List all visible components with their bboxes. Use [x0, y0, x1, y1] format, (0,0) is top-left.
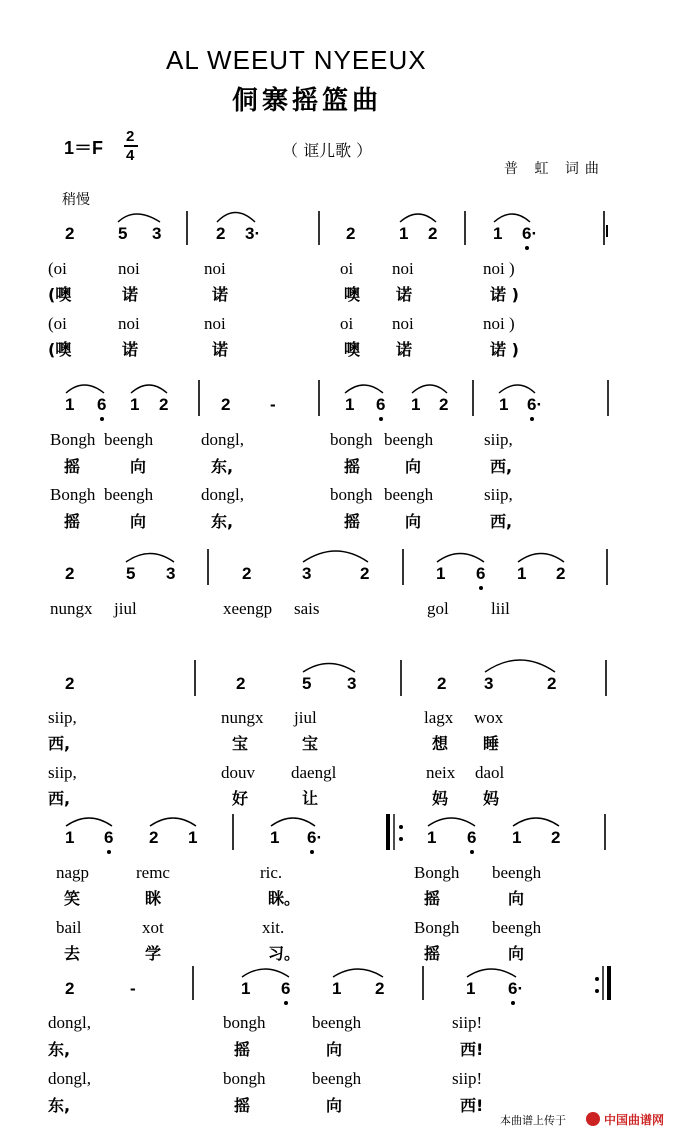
- lyric: 妈: [432, 789, 449, 808]
- lyric: noi: [204, 314, 226, 333]
- note: 3: [166, 564, 176, 583]
- site-logo-text: 中国曲谱网: [604, 1113, 665, 1127]
- lyric: daengl: [291, 763, 337, 782]
- lyric: sais: [294, 599, 320, 618]
- lyric: neix: [426, 763, 456, 782]
- lyric: 噢: [344, 340, 361, 359]
- lyric: dongl,: [48, 1069, 91, 1088]
- note: 6: [467, 828, 477, 847]
- lyric: 向: [405, 457, 422, 476]
- lyric: bongh: [330, 430, 373, 449]
- note: 6: [281, 979, 291, 998]
- note: 2: [216, 224, 226, 243]
- lyric: 想: [432, 734, 449, 753]
- lyric: noi: [392, 259, 414, 278]
- slur: [118, 214, 160, 222]
- repeat-dot: [399, 825, 403, 829]
- note: 2: [65, 674, 75, 693]
- lyric: 摇: [344, 512, 361, 531]
- lyric: (oi: [48, 259, 67, 278]
- note: 1: [188, 828, 198, 847]
- note: 2: [556, 564, 566, 583]
- lyric: dongl,: [48, 1013, 91, 1032]
- slur: [345, 385, 383, 393]
- lyric: 诺: [396, 340, 413, 359]
- note: 1: [65, 828, 75, 847]
- lyric: 习。: [268, 944, 301, 963]
- slur: [485, 660, 555, 672]
- lyric: xit.: [262, 918, 285, 937]
- repeat-dot: [595, 989, 599, 993]
- system-end-mark: [606, 225, 608, 237]
- note: 5: [118, 224, 128, 243]
- lyric: siip,: [48, 763, 77, 782]
- lyric: 诺: [396, 285, 413, 304]
- note: 3: [152, 224, 162, 243]
- note: 2: [547, 674, 557, 693]
- title-chinese: 侗寨摇篮曲: [232, 86, 383, 116]
- lyric: 东,: [211, 512, 234, 531]
- note: 6·: [508, 979, 524, 998]
- octave-dot: [470, 850, 474, 854]
- lyric: 摇: [424, 889, 441, 908]
- octave-dot: [310, 850, 314, 854]
- lyric: liil: [491, 599, 510, 618]
- octave-dot: [284, 1001, 288, 1005]
- note: 1: [499, 395, 509, 414]
- time-signature-denominator: 4: [126, 147, 135, 164]
- note: 1: [241, 979, 251, 998]
- slur: [428, 818, 475, 826]
- lyric: 诺: [212, 285, 229, 304]
- lyric: 西!: [460, 1096, 484, 1115]
- lyric: 向: [508, 944, 525, 963]
- lyric: 西,: [490, 512, 513, 531]
- lyric: nagp: [56, 863, 90, 882]
- note: 1: [399, 224, 409, 243]
- octave-dot: [530, 417, 534, 421]
- lyric: dongl,: [201, 485, 244, 504]
- lyric: nungx: [221, 708, 264, 727]
- lyric: 东,: [48, 1040, 71, 1059]
- note: 1: [411, 395, 421, 414]
- note: -: [130, 979, 136, 998]
- lyric: noi: [118, 314, 140, 333]
- lyric: 西,: [490, 457, 513, 476]
- slur: [217, 213, 255, 223]
- subtitle: （ 诓儿歌 ）: [282, 141, 373, 160]
- note: 3: [484, 674, 494, 693]
- lyric: siip!: [452, 1069, 483, 1088]
- lyric: 西!: [460, 1040, 484, 1059]
- octave-dot: [479, 586, 483, 590]
- note: 1: [270, 828, 280, 847]
- note: 3·: [245, 224, 261, 243]
- octave-dot: [107, 850, 111, 854]
- note: -: [270, 395, 276, 414]
- note: 6·: [522, 224, 538, 243]
- lyric: 西,: [48, 789, 71, 808]
- note: 2: [221, 395, 231, 414]
- note: 2: [375, 979, 385, 998]
- lyric: xot: [142, 918, 164, 937]
- note: 2: [65, 979, 75, 998]
- lyric: Bongh: [414, 863, 460, 882]
- key-signature: 1＝F: [64, 138, 104, 158]
- lyric: 摇: [234, 1040, 251, 1059]
- lyric: bongh: [330, 485, 373, 504]
- lyric: 向: [508, 889, 525, 908]
- lyric: oi: [340, 314, 354, 333]
- slur: [66, 818, 112, 826]
- lyric: 摇: [234, 1096, 251, 1115]
- lyric: 睡: [483, 734, 500, 753]
- lyric: siip,: [484, 430, 513, 449]
- lyric: 眯: [145, 889, 162, 908]
- note: 1: [512, 828, 522, 847]
- lyric: xeengp: [223, 599, 273, 618]
- note: 3: [347, 674, 357, 693]
- composer-credit: 普 虹 词曲: [504, 161, 605, 177]
- slur: [400, 214, 436, 222]
- lyric: 诺: [212, 340, 229, 359]
- lyric: gol: [427, 599, 449, 618]
- octave-dot: [100, 417, 104, 421]
- lyric: Bongh: [50, 430, 96, 449]
- lyric: noi: [392, 314, 414, 333]
- lyric: 诺: [122, 285, 139, 304]
- lyric: noi ): [483, 259, 515, 278]
- lyric: 摇: [344, 457, 361, 476]
- note: 1: [332, 979, 342, 998]
- footer-upload-text: 本曲谱上传于: [500, 1114, 566, 1127]
- note: 2: [346, 224, 356, 243]
- lyric: Bongh: [414, 918, 460, 937]
- lyric: 东,: [48, 1096, 71, 1115]
- logo-icon: [586, 1112, 600, 1126]
- lyric: (噢: [48, 340, 72, 359]
- lyric: 向: [326, 1040, 343, 1059]
- slur: [66, 385, 104, 393]
- slur: [412, 385, 447, 393]
- lyric: oi: [340, 259, 354, 278]
- tempo-marking: 稍慢: [62, 192, 90, 208]
- note: 3: [302, 564, 312, 583]
- note: 2: [428, 224, 438, 243]
- lyric: 噢: [344, 285, 361, 304]
- lyric: beengh: [312, 1013, 362, 1032]
- time-signature-numerator: 2: [126, 128, 135, 145]
- octave-dot: [525, 246, 529, 250]
- octave-dot: [379, 417, 383, 421]
- repeat-dot: [595, 977, 599, 981]
- lyric: 好: [232, 789, 249, 808]
- lyric: beengh: [384, 485, 434, 504]
- slur: [499, 385, 535, 393]
- slur: [131, 385, 167, 393]
- lyric: bail: [56, 918, 82, 937]
- lyric: siip,: [484, 485, 513, 504]
- lyric: 妈: [483, 789, 500, 808]
- note: 2: [159, 395, 169, 414]
- lyric: beengh: [104, 485, 154, 504]
- note: 2: [439, 395, 449, 414]
- lyric: 摇: [424, 944, 441, 963]
- lyric: nungx: [50, 599, 93, 618]
- lyric: noi: [204, 259, 226, 278]
- note: 6·: [527, 395, 543, 414]
- lyric: daol: [475, 763, 505, 782]
- slur: [303, 664, 355, 673]
- lyric: 东,: [211, 457, 234, 476]
- lyric: bongh: [223, 1069, 266, 1088]
- lyric: siip,: [48, 708, 77, 727]
- note: 6: [104, 828, 114, 847]
- lyric: 宝: [302, 734, 319, 753]
- lyric: 诺 ): [490, 285, 519, 304]
- note: 1: [436, 564, 446, 583]
- title-english: AL WEEUT NYEEUX: [166, 45, 427, 75]
- slur: [518, 554, 564, 563]
- lyric: jiul: [294, 708, 317, 727]
- lyric: 诺 ): [490, 340, 519, 359]
- note: 2: [236, 674, 246, 693]
- lyric: 诺: [122, 340, 139, 359]
- octave-dot: [511, 1001, 515, 1005]
- lyric: 向: [130, 512, 147, 531]
- lyric: wox: [474, 708, 504, 727]
- lyric: (噢: [48, 285, 72, 304]
- lyric: noi ): [483, 314, 515, 333]
- lyric: 向: [405, 512, 422, 531]
- lyric: douv: [221, 763, 255, 782]
- lyric: dongl,: [201, 430, 244, 449]
- lyric: 去: [64, 944, 81, 963]
- note: 2: [149, 828, 159, 847]
- lyric: noi: [118, 259, 140, 278]
- lyric: 宝: [232, 734, 249, 753]
- note: 1: [130, 395, 140, 414]
- slur: [303, 551, 368, 562]
- slur: [494, 214, 530, 222]
- lyric: 让: [302, 789, 319, 808]
- note: 2: [242, 564, 252, 583]
- lyric: beengh: [312, 1069, 362, 1088]
- note: 6: [376, 395, 386, 414]
- note: 5: [126, 564, 136, 583]
- note: 1: [517, 564, 527, 583]
- lyric: Bongh: [50, 485, 96, 504]
- note: 2: [65, 564, 75, 583]
- note: 5: [302, 674, 312, 693]
- note: 6: [97, 395, 107, 414]
- lyric: 向: [130, 457, 147, 476]
- lyric: 摇: [64, 512, 81, 531]
- slur: [271, 818, 315, 826]
- note: 1: [427, 828, 437, 847]
- note: 1: [493, 224, 503, 243]
- slur: [150, 818, 196, 826]
- note: 6·: [307, 828, 323, 847]
- lyric: beengh: [492, 918, 542, 937]
- lyric: 西,: [48, 734, 71, 753]
- note: 1: [345, 395, 355, 414]
- lyric: 学: [145, 944, 162, 963]
- note: 2: [360, 564, 370, 583]
- slur: [126, 554, 174, 563]
- slur: [437, 554, 484, 563]
- slur: [333, 969, 383, 977]
- lyric: beengh: [492, 863, 542, 882]
- lyric: bongh: [223, 1013, 266, 1032]
- note: 6: [476, 564, 486, 583]
- lyric: 向: [326, 1096, 343, 1115]
- lyric: 眯。: [268, 889, 301, 908]
- note: 2: [65, 224, 75, 243]
- lyric: beengh: [104, 430, 154, 449]
- slur: [513, 818, 559, 826]
- lyric: siip!: [452, 1013, 483, 1032]
- lyric: (oi: [48, 314, 67, 333]
- repeat-dot: [399, 837, 403, 841]
- note: 1: [65, 395, 75, 414]
- slur: [467, 969, 516, 977]
- lyric: lagx: [424, 708, 454, 727]
- lyric: 笑: [64, 889, 81, 908]
- lyric: remc: [136, 863, 170, 882]
- note: 1: [466, 979, 476, 998]
- lyric: ric.: [260, 863, 283, 882]
- note: 2: [551, 828, 561, 847]
- lyric: jiul: [114, 599, 137, 618]
- note: 2: [437, 674, 447, 693]
- lyric: beengh: [384, 430, 434, 449]
- lyric: 摇: [64, 457, 81, 476]
- slur: [242, 969, 289, 977]
